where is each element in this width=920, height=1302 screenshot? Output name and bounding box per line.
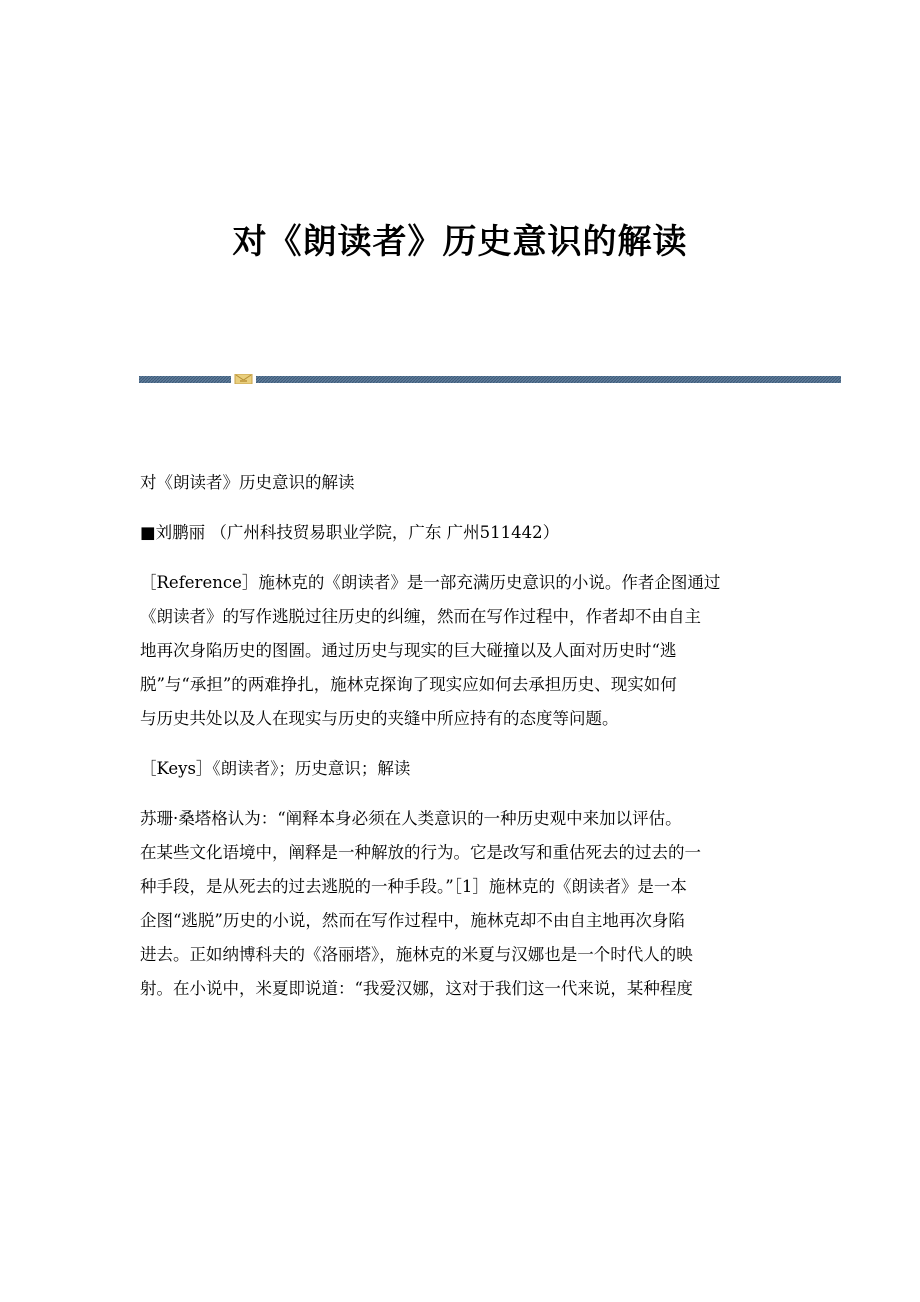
abstract <box>140 566 790 736</box>
keywords-line: ［Keys］《朗读者》；历史意识；解读 <box>140 759 411 778</box>
abstract-line: 脱”与“承担”的两难挣扎，施林克探询了现实应如何去承担历史、现实如何 <box>140 675 677 694</box>
body-line: 种手段，是从死去的过去逃脱的一种手段。”［1］施林克的《朗读者》是一本 <box>140 877 687 896</box>
document-title: 对《朗读者》历史意识的解读 <box>232 222 688 262</box>
article-subtitle: 对《朗读者》历史意识的解读 <box>140 473 355 492</box>
decorative-divider <box>139 374 841 384</box>
divider-left-bar <box>139 376 231 383</box>
body-line: 射。在小说中，米夏即说道：“我爱汉娜，这对于我们这一代来说，某种程度 <box>140 979 693 998</box>
divider-right-bar <box>256 376 841 383</box>
body-line: 在某些文化语境中，阐释是一种解放的行为。它是改写和重估死去的过去的一 <box>140 843 701 862</box>
author-line: ■刘鹏丽 （广州科技贸易职业学院，广东 广州511442） <box>140 523 560 542</box>
body-line: 企图“逃脱”历史的小说，然而在写作过程中，施林克却不由自主地再次身陷 <box>140 911 685 930</box>
abstract-line: 《朗读者》的写作逃脱过往历史的纠缠，然而在写作过程中，作者却不由自主 <box>140 607 701 626</box>
body-text <box>140 802 790 1006</box>
abstract-line: 与历史共处以及人在现实与历史的夹缝中所应持有的态度等问题。 <box>140 709 619 728</box>
divider-emblem-icon <box>235 374 252 384</box>
abstract-line: 地再次身陷历史的图圄。通过历史与现实的巨大碰撞以及人面对历史时“逃 <box>140 641 677 660</box>
document-body <box>140 466 790 1006</box>
body-line: 进去。正如纳博科夫的《洛丽塔》，施林克的米夏与汉娜也是一个时代人的映 <box>140 945 693 964</box>
abstract-line: ［Reference］施林克的《朗读者》是一部充满历史意识的小说。作者企图通过 <box>140 573 721 592</box>
body-line: 苏珊·桑塔格认为：“阐释本身必须在人类意识的一种历史观中来加以评估。 <box>140 809 682 828</box>
